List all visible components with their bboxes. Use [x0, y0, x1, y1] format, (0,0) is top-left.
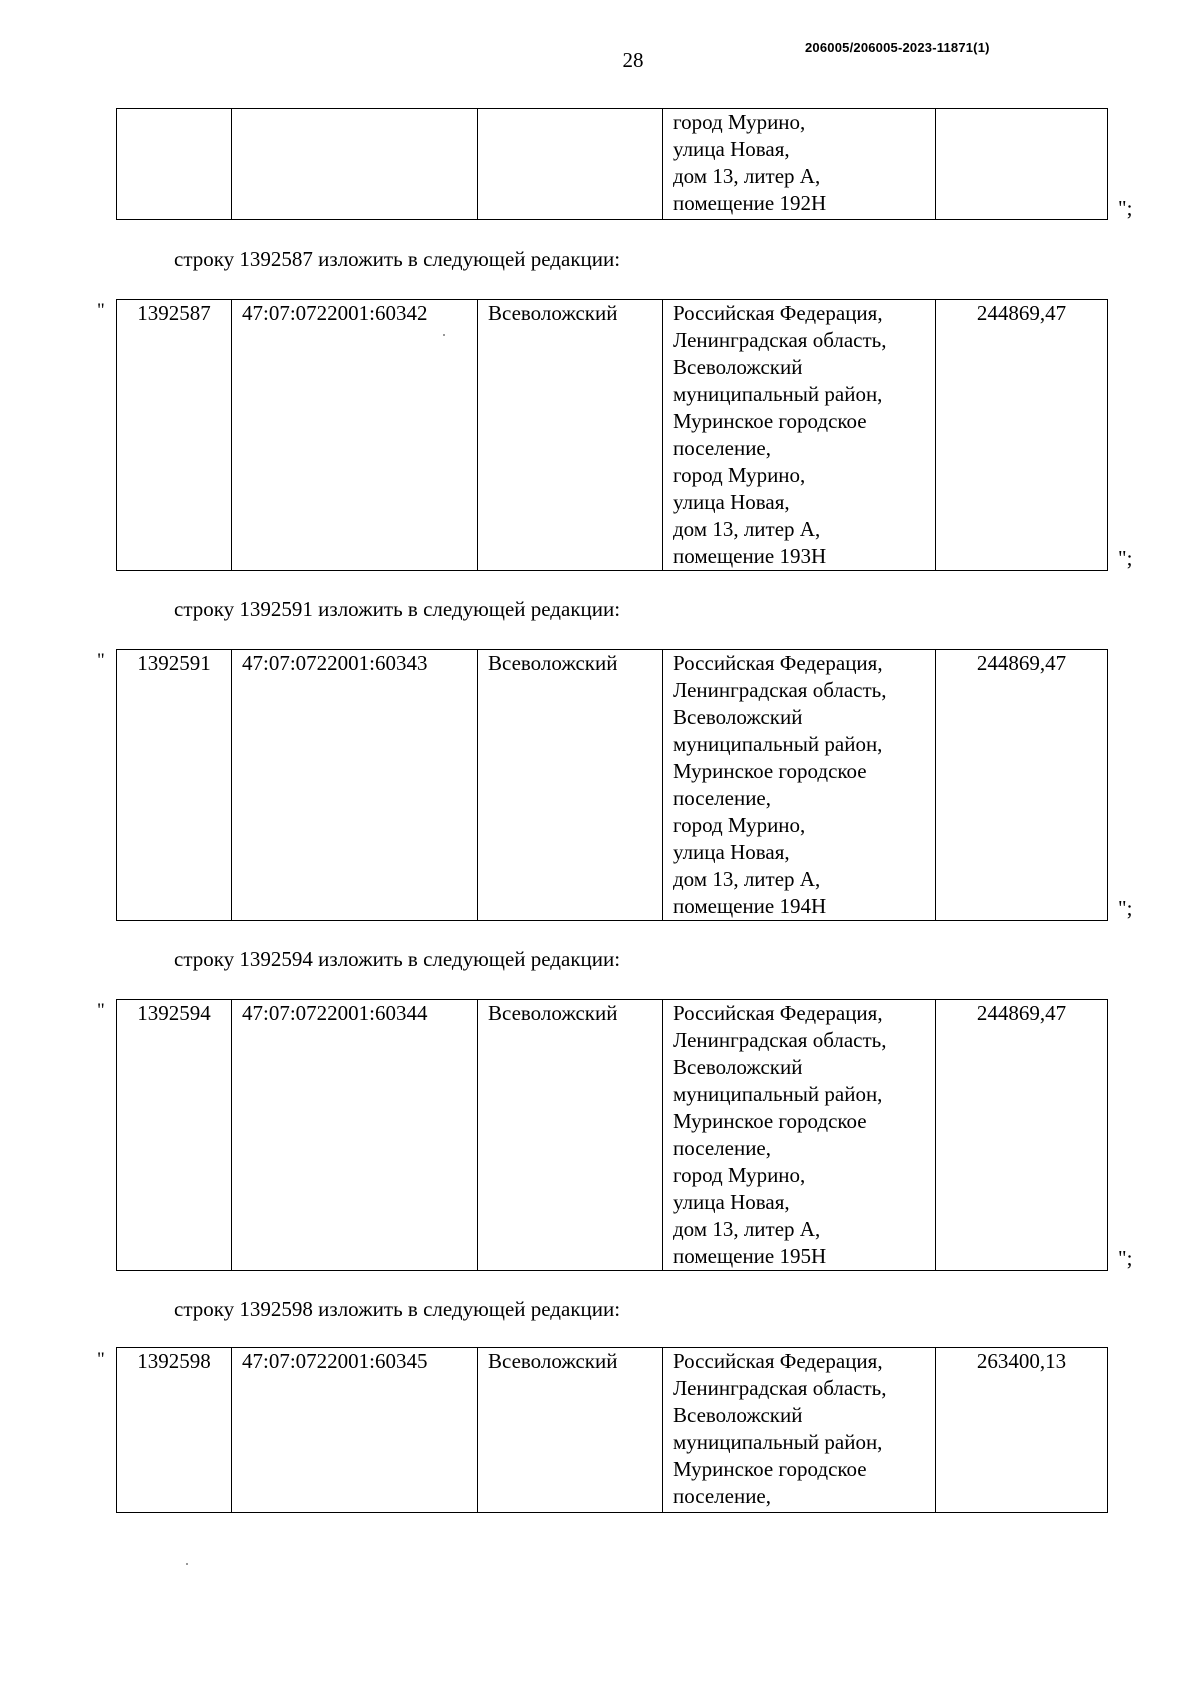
- address-line: поселение,: [673, 1484, 772, 1508]
- instruction-text: строку 1392587 изложить в следующей редакции:: [174, 247, 621, 271]
- table-row: [117, 1000, 1108, 1271]
- address-line: дом 13, литер А,: [673, 1217, 821, 1241]
- cadastral-number-cell: 47:07:0722001:60344: [232, 1000, 478, 1271]
- address-line: город Мурино,: [673, 813, 806, 837]
- address-line: город Мурино,: [673, 110, 806, 134]
- address-line: Ленинградская область,: [673, 328, 887, 352]
- address-line: улица Новая,: [673, 840, 790, 864]
- address-line: муниципальный район,: [673, 732, 883, 756]
- scan-speck: [186, 1563, 188, 1565]
- address-cell: [663, 1000, 936, 1271]
- address-line: город Мурино,: [673, 463, 806, 487]
- registry-table: [116, 649, 1108, 921]
- address-line: Всеволожский: [673, 1403, 803, 1427]
- registry-table-continuation: [116, 108, 1108, 220]
- address-line: муниципальный район,: [673, 382, 883, 406]
- document-code: 206005/206005-2023-11871(1): [805, 40, 990, 55]
- address-line: помещение 195Н: [673, 1244, 827, 1268]
- address-line: Ленинградская область,: [673, 1376, 887, 1400]
- district-cell: [478, 109, 663, 220]
- opening-quote: ": [97, 300, 105, 321]
- address-line: Всеволожский: [673, 355, 803, 379]
- closing-quote: ";: [1118, 896, 1133, 920]
- address-line: город Мурино,: [673, 1163, 806, 1187]
- address-line: Российская Федерация,: [673, 301, 883, 325]
- closing-quote: ";: [1118, 1246, 1133, 1270]
- address-line: дом 13, литер А,: [673, 867, 821, 891]
- address-line: улица Новая,: [673, 1190, 790, 1214]
- opening-quote: ": [97, 650, 105, 671]
- cadastral-number-cell: 47:07:0722001:60342: [232, 300, 478, 571]
- row-id-cell: 1392587: [117, 300, 232, 571]
- row-id-cell: [117, 109, 232, 220]
- address-line: Российская Федерация,: [673, 1001, 883, 1025]
- address-line: поселение,: [673, 436, 772, 460]
- table-row: [117, 1348, 1108, 1513]
- address-line: Всеволожский: [673, 1055, 803, 1079]
- district-cell: Всеволожский: [478, 650, 663, 921]
- address-cell: [663, 109, 936, 220]
- address-line: Российская Федерация,: [673, 1349, 883, 1373]
- cadastral-number-cell: 47:07:0722001:60343: [232, 650, 478, 921]
- registry-table: [116, 1347, 1108, 1513]
- district-cell: Всеволожский: [478, 300, 663, 571]
- opening-quote: ": [97, 1000, 105, 1021]
- address-line: Российская Федерация,: [673, 651, 883, 675]
- cadastral-number-cell: [232, 109, 478, 220]
- address-line: Всеволожский: [673, 705, 803, 729]
- cadastral-value-cell: 263400,13: [936, 1348, 1108, 1513]
- address-line: помещение 192Н: [673, 191, 827, 215]
- address-line: муниципальный район,: [673, 1082, 883, 1106]
- registry-table: [116, 299, 1108, 571]
- cadastral-value-cell: 244869,47: [936, 650, 1108, 921]
- address-line: улица Новая,: [673, 137, 790, 161]
- table-row: [117, 650, 1108, 921]
- opening-quote: ": [97, 1349, 105, 1370]
- address-line: помещение 194Н: [673, 894, 827, 918]
- table-row: [117, 109, 1108, 220]
- instruction-text: строку 1392598 изложить в следующей редакции:: [174, 1297, 621, 1321]
- scan-speck: [443, 334, 445, 336]
- closing-quote: ";: [1118, 546, 1133, 570]
- address-line: улица Новая,: [673, 490, 790, 514]
- address-cell: [663, 650, 936, 921]
- district-cell: Всеволожский: [478, 1348, 663, 1513]
- address-line: Ленинградская область,: [673, 1028, 887, 1052]
- address-cell: [663, 1348, 936, 1513]
- page-number: 28: [622, 48, 644, 72]
- row-id-cell: 1392591: [117, 650, 232, 921]
- address-line: Муринское городское: [673, 759, 867, 783]
- address-cell: [663, 300, 936, 571]
- cadastral-value-cell: 244869,47: [936, 300, 1108, 571]
- cadastral-value-cell: [936, 109, 1108, 220]
- address-line: дом 13, литер А,: [673, 164, 821, 188]
- row-id-cell: 1392594: [117, 1000, 232, 1271]
- cadastral-value-cell: 244869,47: [936, 1000, 1108, 1271]
- address-line: Муринское городское: [673, 1457, 867, 1481]
- table-row: [117, 300, 1108, 571]
- address-line: муниципальный район,: [673, 1430, 883, 1454]
- address-line: поселение,: [673, 1136, 772, 1160]
- address-line: поселение,: [673, 786, 772, 810]
- address-line: дом 13, литер А,: [673, 517, 821, 541]
- cadastral-number-cell: 47:07:0722001:60345: [232, 1348, 478, 1513]
- district-cell: Всеволожский: [478, 1000, 663, 1271]
- address-line: Муринское городское: [673, 1109, 867, 1133]
- registry-table: [116, 999, 1108, 1271]
- closing-quote: ";: [1118, 196, 1133, 220]
- address-line: помещение 193Н: [673, 544, 827, 568]
- address-line: Ленинградская область,: [673, 678, 887, 702]
- instruction-text: строку 1392594 изложить в следующей редакции:: [174, 947, 621, 971]
- row-id-cell: 1392598: [117, 1348, 232, 1513]
- instruction-text: строку 1392591 изложить в следующей редакции:: [174, 597, 621, 621]
- address-line: Муринское городское: [673, 409, 867, 433]
